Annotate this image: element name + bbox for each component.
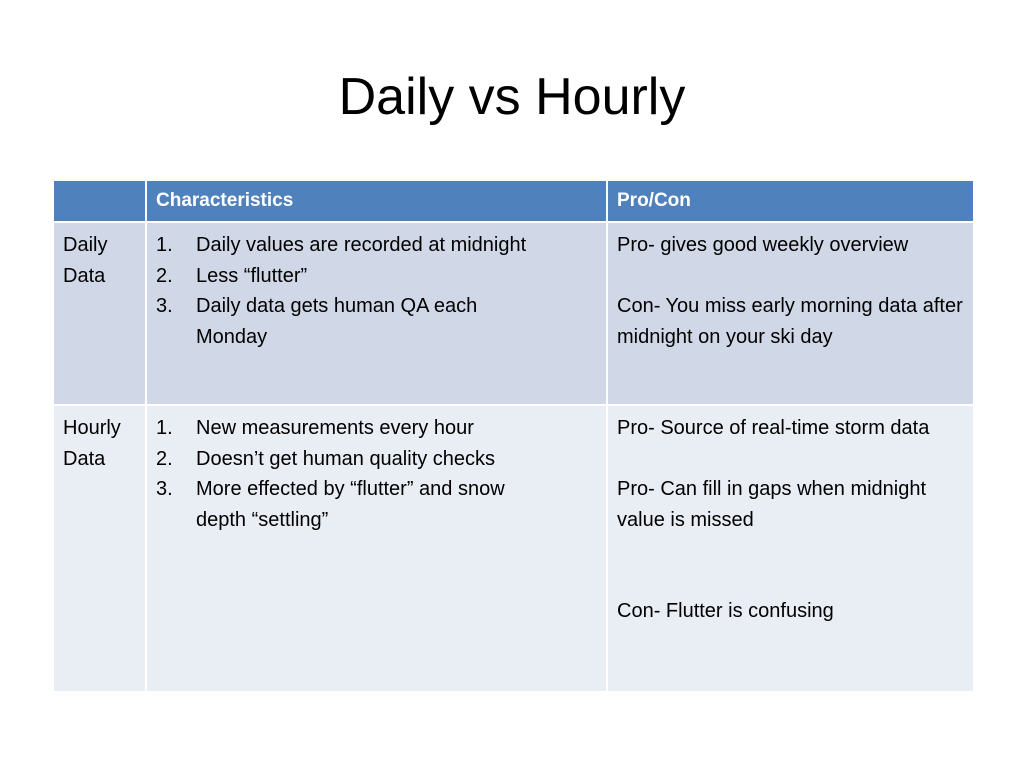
procon-text: Pro- Can fill in gaps when midnight value is missed xyxy=(617,478,927,531)
characteristics-list xyxy=(156,413,598,535)
list-text: More effected by “flutter” and snow depth “settling” xyxy=(196,478,505,531)
list-number: 2. xyxy=(156,264,173,287)
comparison-table xyxy=(52,179,975,693)
list-text: Less “flutter” xyxy=(196,264,308,287)
characteristics-cell xyxy=(146,222,607,405)
row-label-cell xyxy=(53,405,146,692)
characteristics-cell xyxy=(146,405,607,692)
procon-text: Con- You miss early morning data after midnight on your ski day xyxy=(617,295,963,348)
list-item xyxy=(156,444,598,475)
list-number: 3. xyxy=(156,478,173,500)
header-cell-characteristics: Characteristics xyxy=(146,180,607,222)
slide-title: Daily vs Hourly xyxy=(338,68,686,126)
procon-text: Pro- Source of real-time storm data xyxy=(617,417,930,439)
header-cell-empty xyxy=(53,180,146,222)
list-number: 2. xyxy=(156,447,173,470)
list-text: Daily data gets human QA each Monday xyxy=(196,295,478,348)
table-row-hourly xyxy=(53,405,974,692)
list-item xyxy=(156,291,598,352)
row-label: Data xyxy=(63,447,106,470)
characteristics-list xyxy=(156,230,598,352)
procon-cell xyxy=(607,222,974,405)
header-row xyxy=(53,180,974,222)
row-label-cell xyxy=(53,222,146,405)
row-label: Daily xyxy=(63,234,108,256)
table-row-daily xyxy=(53,222,974,405)
list-number: 1. xyxy=(156,417,173,439)
row-label: Hourly xyxy=(63,417,121,439)
header-cell-procon: Pro/Con xyxy=(607,180,974,222)
list-item xyxy=(156,230,598,261)
procon-text: Con- Flutter is confusing xyxy=(617,600,834,622)
list-text: New measurements every hour xyxy=(196,417,474,439)
procon-cell xyxy=(607,405,974,692)
list-item xyxy=(156,474,598,535)
list-item xyxy=(156,261,598,292)
list-item xyxy=(156,413,598,444)
row-label: Data xyxy=(63,264,106,287)
list-text: Doesn’t get human quality checks xyxy=(196,447,496,470)
list-number: 1. xyxy=(156,234,173,256)
list-text: Daily values are recorded at midnight xyxy=(196,234,527,256)
procon-text: Pro- gives good weekly overview xyxy=(617,234,909,256)
list-number: 3. xyxy=(156,295,173,317)
